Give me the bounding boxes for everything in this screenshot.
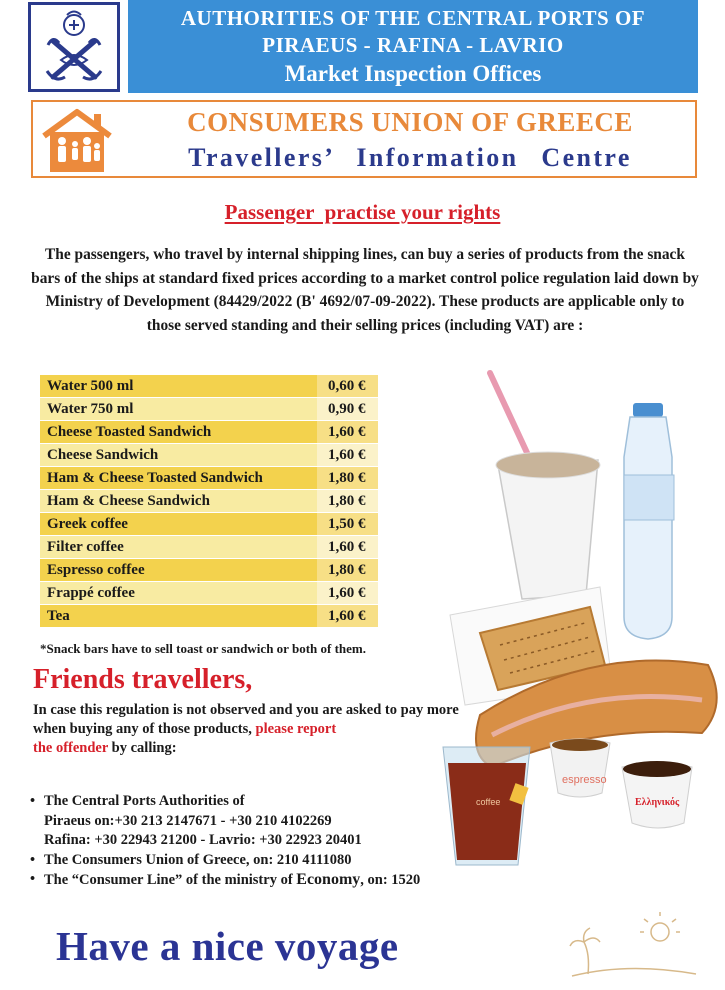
- price-row: [40, 375, 378, 397]
- price-row: [40, 421, 378, 443]
- authority-title-line3: Market Inspection Offices: [284, 61, 542, 86]
- product-name: Tea: [47, 608, 70, 624]
- authority-banner: [128, 0, 698, 93]
- sun-palm-decoration: [568, 912, 698, 982]
- price-row: [40, 605, 378, 627]
- report-paragraph: [33, 701, 493, 758]
- contact-line-prefix: The “Consumer Line” of the ministry of: [44, 872, 297, 888]
- water-bottle-icon: [624, 403, 674, 639]
- greek-coffee-cup-icon: [622, 761, 692, 828]
- headline-text: Passenger practise your rights: [224, 200, 501, 224]
- report-text-end: by calling:: [108, 740, 177, 756]
- product-name: Cheese Toasted Sandwich: [47, 424, 212, 440]
- family-house-icon: [42, 108, 112, 172]
- contact-ports-piraeus: Piraeus on:+30 213 2147671 - +30 210 4102269: [44, 812, 332, 829]
- consumers-union-logo: [42, 108, 112, 172]
- product-price: 0,90 €: [317, 398, 378, 420]
- price-row: [40, 513, 378, 535]
- product-name: Water 500 ml: [47, 378, 134, 394]
- product-name: Ham & Cheese Sandwich: [47, 493, 210, 509]
- product-name: Greek coffee: [47, 516, 128, 532]
- product-name: Cheese Sandwich: [47, 447, 159, 463]
- contact-line-economy: Economy: [296, 871, 361, 888]
- snacks-image: [440, 365, 725, 905]
- price-row: [40, 490, 378, 512]
- price-row: [40, 582, 378, 604]
- snack-bar-note: *Snack bars have to sell toast or sandwich or both of them.: [40, 641, 366, 656]
- bullet-icon: •: [30, 871, 36, 887]
- page-headline: [0, 200, 725, 225]
- product-price: 1,60 €: [317, 582, 378, 604]
- closing-slogan: Have a nice voyage: [56, 923, 399, 969]
- price-list: [40, 375, 378, 628]
- sun-palm-icon: [568, 912, 698, 982]
- price-row: [40, 559, 378, 581]
- frappe-cup-icon: [498, 460, 598, 599]
- price-row: [40, 536, 378, 558]
- product-name: Filter coffee: [47, 539, 124, 555]
- espresso-cup-icon: [550, 739, 610, 797]
- friends-heading: Friends travellers,: [33, 664, 253, 695]
- svg-text:espresso: espresso: [562, 774, 607, 786]
- product-price: 1,60 €: [317, 444, 378, 466]
- contact-union-text: The Consumers Union of Greece, on: 210 4111080: [44, 851, 352, 868]
- product-name: Espresso coffee: [47, 562, 145, 578]
- snacks-illustration: [440, 365, 725, 905]
- contact-line-suffix: , on: 1520: [360, 872, 421, 888]
- product-price: 1,60 €: [317, 421, 378, 443]
- product-price: 0,60 €: [317, 375, 378, 397]
- report-highlight-2: the offender: [33, 740, 109, 756]
- ports-authority-emblem: [28, 2, 120, 92]
- contact-ports-title: The Central Ports Authorities of: [44, 793, 245, 809]
- product-price: 1,60 €: [317, 536, 378, 558]
- bullet-icon: •: [30, 793, 36, 809]
- product-price: 1,80 €: [317, 559, 378, 581]
- report-highlight-1: please report: [255, 721, 337, 737]
- intro-paragraph: The passengers, who travel by internal shipping lines, can buy a series of products from the snack bars of the ships at standard fixed prices according to a market control police regulation laid down by Ministry of Development (84429/2022 (B' 4692/07-09-2022). These products are applicable only to those served standing and their selling prices (including VAT) are :: [31, 246, 699, 334]
- anchor-crest-icon: [31, 5, 117, 89]
- contact-ports-rafina-lavrio: Rafina: +30 22943 21200 - Lavrio: +30 22923 20401: [44, 832, 362, 848]
- product-price: 1,80 €: [317, 490, 378, 512]
- bullet-icon: •: [30, 851, 36, 868]
- tea-cup-icon: [443, 747, 530, 865]
- product-name: Water 750 ml: [47, 401, 134, 417]
- travellers-info-centre-title: Travellers’ Information Centre: [188, 143, 632, 172]
- report-text-start: In case this regulation is not observed and you are asked to pay more when buying any of those products,: [33, 702, 459, 737]
- price-row: [40, 467, 378, 489]
- product-price: 1,60 €: [317, 605, 378, 627]
- svg-text:Ελληνικός: Ελληνικός: [635, 797, 680, 808]
- authority-title-line1: AUTHORITIES OF THE CENTRAL PORTS OF: [180, 6, 646, 30]
- price-row: [40, 444, 378, 466]
- authority-title-line2: PIRAEUS - RAFINA - LAVRIO: [262, 33, 564, 57]
- product-price: 1,50 €: [317, 513, 378, 535]
- price-row: [40, 398, 378, 420]
- product-price: 1,80 €: [317, 467, 378, 489]
- product-name: Frappé coffee: [47, 585, 135, 601]
- consumers-union-name: CONSUMERS UNION OF GREECE: [187, 107, 633, 137]
- svg-text:coffee: coffee: [476, 797, 501, 807]
- product-name: Ham & Cheese Toasted Sandwich: [47, 470, 263, 486]
